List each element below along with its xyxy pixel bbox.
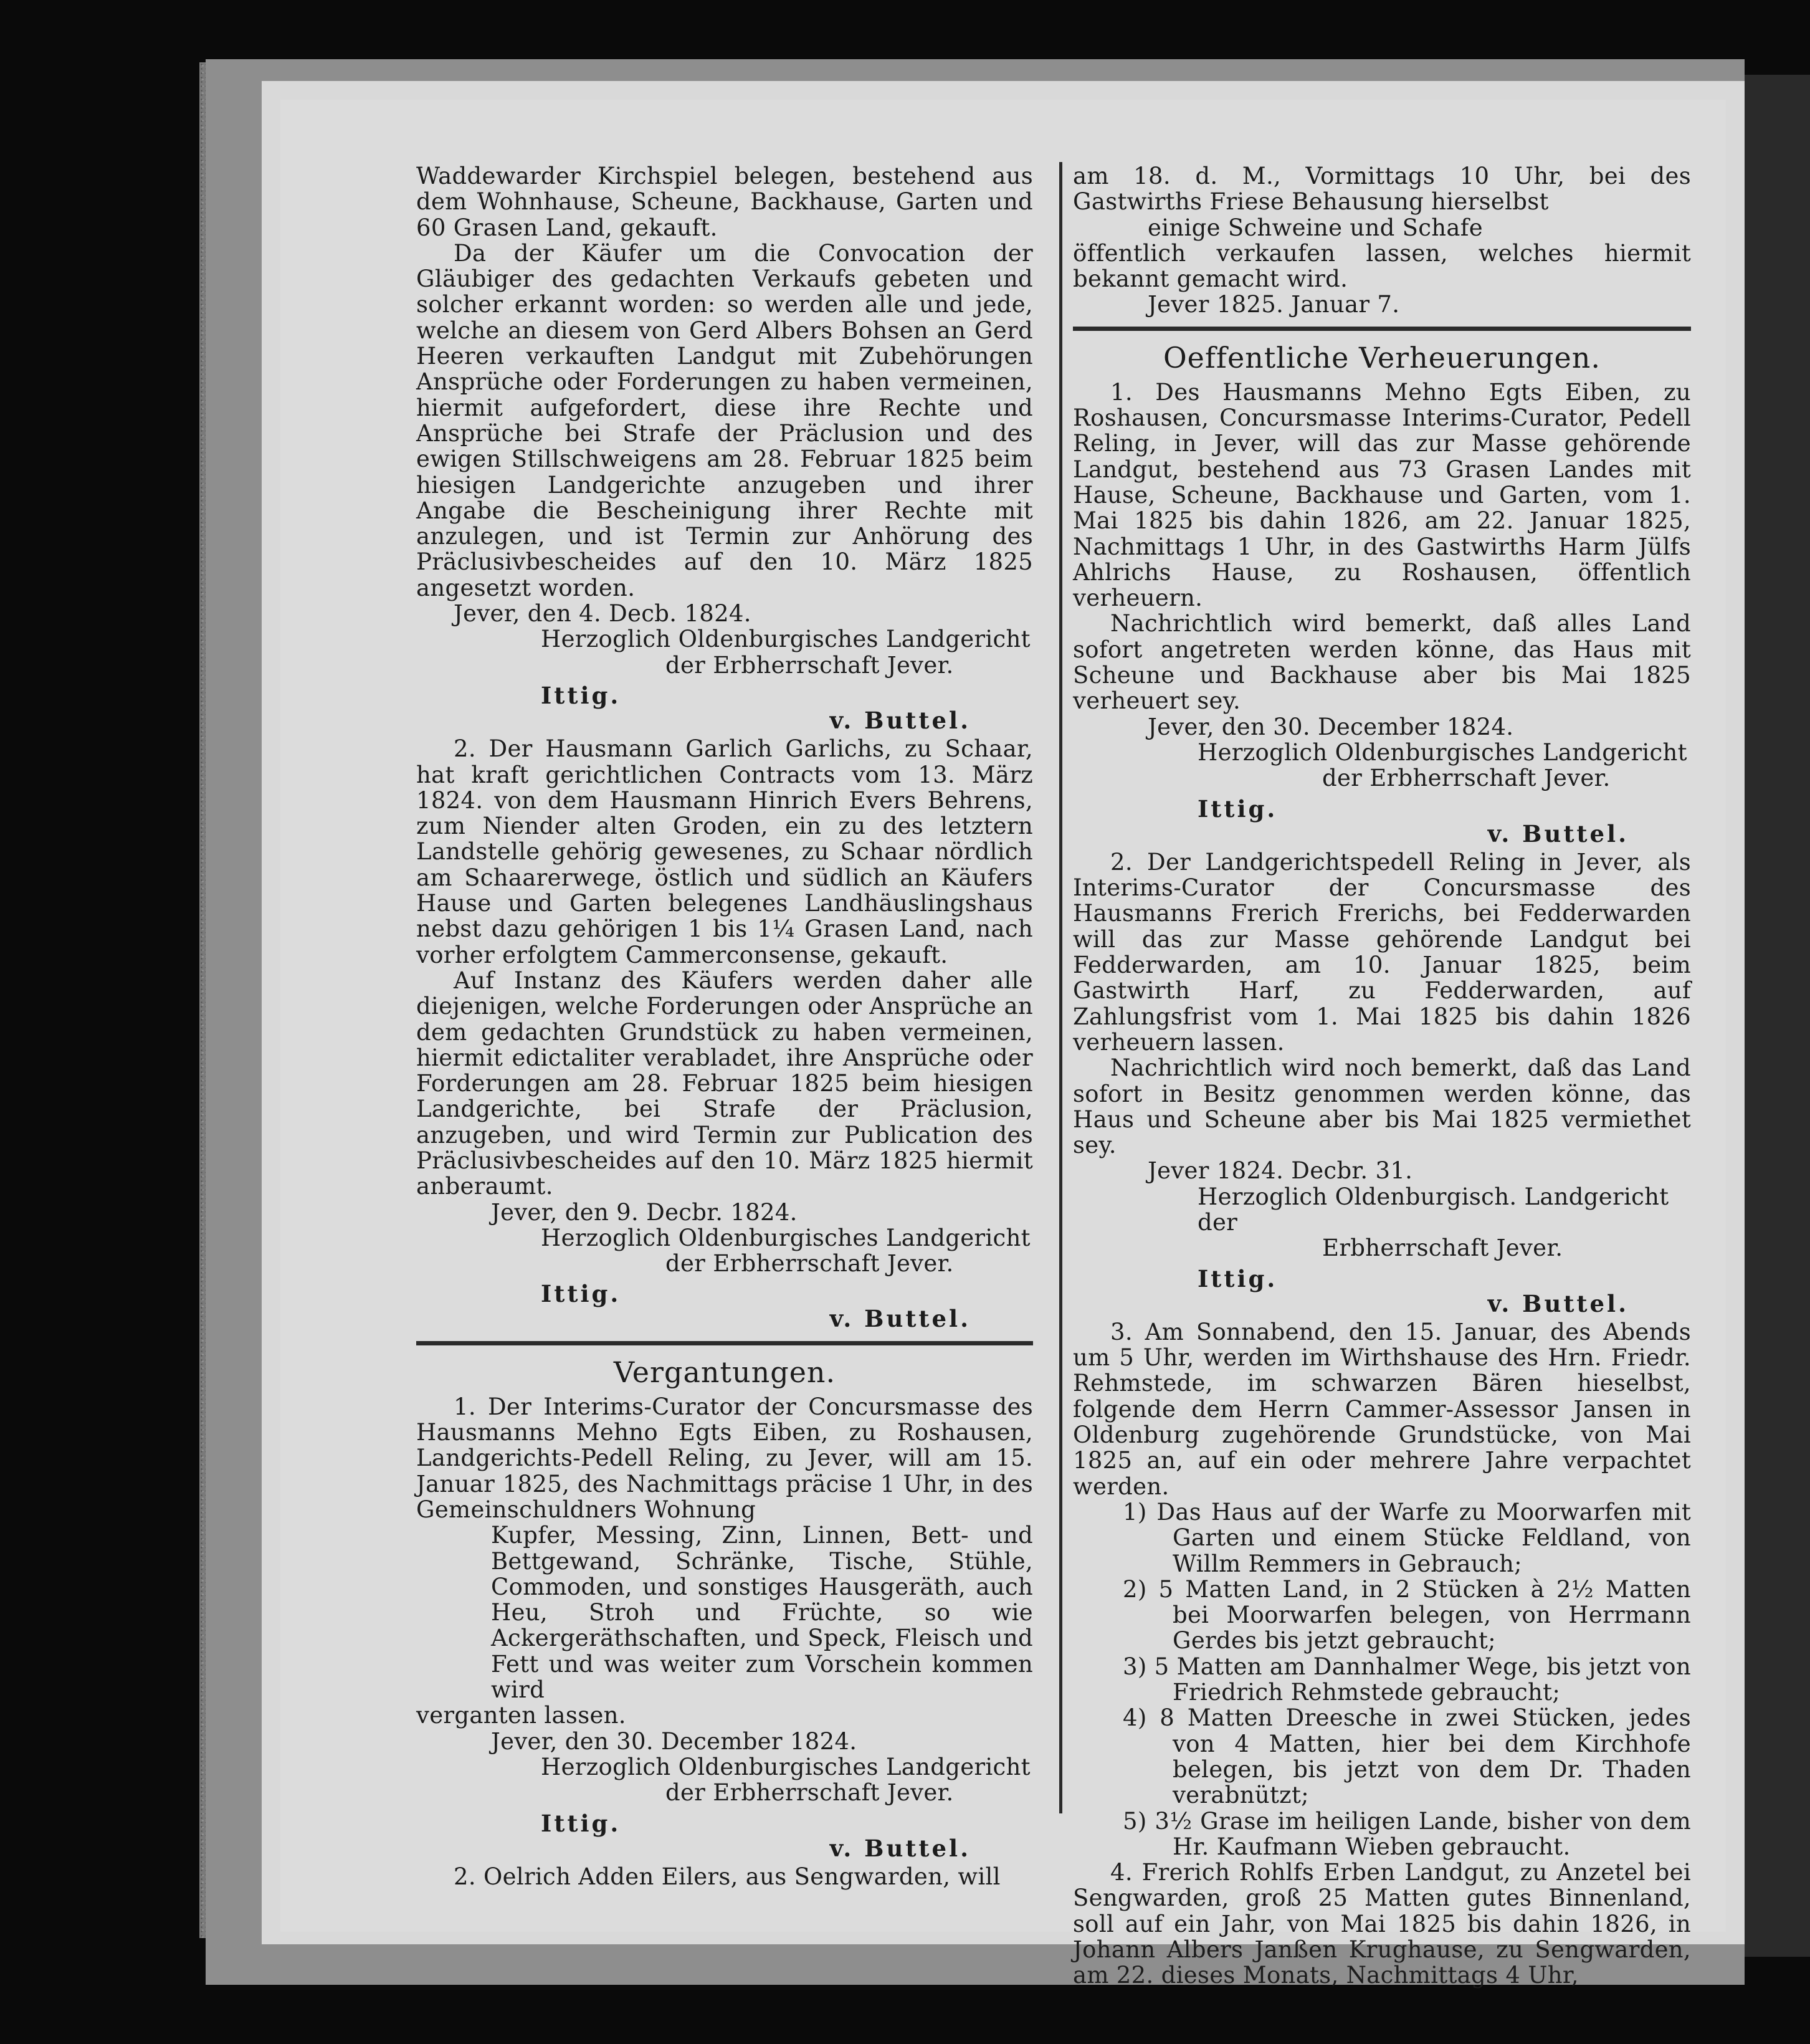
notice-paragraph: Nachrichtlich wird bemerkt, daß alles Land sofort angetreten werden könne, das Haus mit Scheune und Backhause aber bis Mai 1825 verheuert sey. (1073, 610, 1691, 715)
auction-items: Kupfer, Messing, Zinn, Linnen, Bett- und Bettgewand, Schränke, Tische, Stühle, Commoden, und sonstiges Hausgeräth, auch Heu, Stroh und Früchte, so wie Ackergeräthschaften, und Speck, Fleisch und Fett und was weiter zum Vorschein kommen wird (491, 1522, 1033, 1704)
property-list (1073, 1499, 1691, 1860)
court-name-line2: der Erbherrschaft Jever. (665, 1250, 954, 1278)
notice-date: Jever, den 30. December 1824. (491, 1727, 857, 1755)
court-name-line2: Erbherrschaft Jever. (1322, 1235, 1563, 1262)
signature-ittig: Ittig. (1198, 795, 1278, 823)
list-item: 2) 5 Matten Land, in 2 Stücken à 2½ Matten bei Moorwarfen belegen, von Herrmann Gerdes bis jetzt gebraucht; (1123, 1575, 1691, 1655)
notice-paragraph: 1. Des Hausmanns Mehno Egts Eiben, zu Roshausen, Concursmasse Interims-Curator, Pedell Reling, in Jever, will das zur Masse gehörende Landgut, bestehend aus 73 Grasen Landes mit Hause, Scheune, Backhause und Garten, vom 1. Mai 1825 bis dahin 1826, am 22. Januar 1825, Nachmittags 1 Uhr, in des Gastwirths Harm Jülfs Ahlrichs Hause, zu Roshausen, öffentlich verheuern. (1073, 378, 1691, 612)
court-name-line2: der Erbherrschaft Jever. (665, 651, 954, 679)
notice-paragraph: Nachrichtlich wird noch bemerkt, daß das Land sofort in Besitz genommen werden könne, das Haus und Scheune aber bis Mai 1825 vermiethet sey. (1073, 1054, 1691, 1159)
signatures (416, 683, 1033, 733)
notice-paragraph: 2. Der Hausmann Garlich Garlichs, zu Schaar, hat kraft gerichtlichen Contracts vom 13. März 1824. von dem Hausmann Hinrich Evers Behrens, zum Niender alten Groden, ein zu des letztern Landstelle gehörig gewesenes, zu Schaar nördlich am Schaarerwege, östlich und südlich an Käufers Hause und Garten belegenes Landhäuslingshaus nebst dazu gehörigen 1 bis 1¼ Grasen Land, nach vorher erfolgtem Cammerconsense, gekauft. (416, 735, 1033, 968)
list-item: 5) 3½ Grase im heiligen Lande, bisher von dem Hr. Kaufmann Wieben gebraucht. (1123, 1807, 1691, 1860)
signature-ittig: Ittig. (1198, 1264, 1278, 1292)
court-name-line2: der Erbherrschaft Jever. (1322, 765, 1611, 792)
section-rule (1073, 327, 1691, 331)
signature-buttel: v. Buttel. (1487, 1289, 1629, 1317)
signature-buttel: v. Buttel. (829, 1834, 971, 1862)
left-column (416, 163, 1033, 1889)
notice-paragraph: 2. Der Landgerichtspedell Reling in Jever, als Interims-Curator der Concursmasse des Hausmanns Frerich Frerichs, bei Fedderwarden will das zur Masse gehörende Landgut bei Fedderwarden, am 10. Januar 1825, beim Gastwirth Harf, zu Fedderwarden, auf Zahlungsfrist vom 1. Mai 1825 bis dahin 1826 verheuern lassen. (1073, 848, 1691, 1056)
signature-ittig: Ittig. (541, 1809, 621, 1837)
list-item: 1) Das Haus auf der Warfe zu Moorwarfen mit Garten und einem Stücke Feldland, von Willm Remmers in Gebrauch; (1123, 1498, 1691, 1577)
list-item: 3) 5 Matten am Dannhalmer Wege, bis jetzt von Friedrich Rehmstede gebraucht; (1123, 1653, 1691, 1706)
intro-text: Waddewarder Kirchspiel belegen, bestehend aus dem Wohnhause, Scheune, Backhause, Garten und 60 Grasen Land, gekauft. (416, 163, 1033, 241)
facing-page-edge (1745, 75, 1810, 1957)
section-heading: Vergantungen. (613, 1355, 836, 1389)
notice-text: verganten lassen. (416, 1702, 626, 1729)
section-heading: Oeffentliche Verheuerungen. (1163, 340, 1601, 375)
sale-items: einige Schweine und Schafe (1148, 214, 1483, 241)
notice-paragraph: 2. Oelrich Adden Eilers, aus Sengwarden, will (454, 1863, 1001, 1890)
notice-paragraph: 3. Am Sonnabend, den 15. Januar, des Abends um 5 Uhr, werden im Wirthshause des Hrn. Friedr. Rehmstede, im schwarzen Bären hieselbst, folgende dem Herrn Cammer-Assessor Jansen in Oldenburg zugehörende Grundstücke, von Mai 1825 an, auf ein oder mehrere Jahre verpachtet werden. (1073, 1318, 1691, 1500)
signatures (1073, 796, 1691, 847)
notice-date: Jever 1824. Decbr. 31. (1148, 1157, 1413, 1185)
right-column (1073, 163, 1691, 1989)
notice-paragraph: 1. Der Interims-Curator der Concursmasse des Hausmanns Mehno Egts Eiben, zu Roshausen, Landgerichts-Pedell Reling, zu Jever, will am 15. Januar 1825, des Nachmittags präcise 1 Uhr, in des Gemeinschuldners Wohnung (416, 1393, 1033, 1523)
signature-ittig: Ittig. (541, 1280, 621, 1308)
signature-buttel: v. Buttel. (1487, 819, 1629, 848)
signatures (1073, 1266, 1691, 1317)
court-name-line2: der Erbherrschaft Jever. (665, 1779, 954, 1807)
notice-paragraph: Da der Käufer um die Convocation der Gläubiger des gedachten Verkaufs gebeten und solcher erkannt worden: so werden alle und jede, welche an diesem von Gerd Albers Bohsen an Gerd Heeren verkauften Landgut mit Zubehörungen Ansprüche oder Forderungen zu haben vermeinen, hiermit aufgefordert, diese ihre Rechte und Ansprüche bei Strafe der Präclusion und des ewigen Stillschweigens am 28. Februar 1825 beim hiesigen Landgerichte anzugeben und ihrer Angabe die Bescheinigung ihrer Rechte mit anzulegen, und ist Termin zur Anhörung des Präclusivbescheides auf den 10. März 1825 angesetzt worden. (416, 239, 1033, 601)
court-name: Herzoglich Oldenburgisches Landgericht (1198, 738, 1687, 766)
court-name: Herzoglich Oldenburgisches Landgericht (541, 1753, 1031, 1780)
court-name: Herzoglich Oldenburgisches Landgericht (541, 1224, 1031, 1251)
signature-buttel: v. Buttel. (829, 1305, 971, 1333)
notice-text: öffentlich verkaufen lassen, welches hiermit bekannt gemacht wird. (1073, 239, 1691, 293)
column-divider (1059, 162, 1062, 1813)
court-name: Herzoglich Oldenburgisch. Landgericht der (1198, 1183, 1669, 1236)
signature-buttel: v. Buttel. (829, 706, 971, 734)
notice-paragraph: Auf Instanz des Käufers werden daher alle diejenigen, welche Forderungen oder Ansprüche an dem gedachten Grundstück zu haben vermeinen, hiermit edictaliter verabladet, ihre Ansprüche oder Forderungen am 28. Februar 1825 beim hiesigen Landgerichte, bei Strafe der Präclusion, anzugeben, und wird Termin zur Publication des Präclusivbescheides auf den 10. März 1825 hiermit anberaumt. (416, 967, 1033, 1200)
notice-date: Jever, den 30. December 1824. (1148, 713, 1514, 740)
signature-ittig: Ittig. (541, 681, 621, 709)
notice-date: Jever 1825. Januar 7. (1148, 291, 1400, 318)
section-rule (416, 1341, 1033, 1345)
notice-text: am 18. d. M., Vormittags 10 Uhr, bei des Gastwirths Friese Behausung hierselbst (1073, 163, 1691, 216)
signatures (416, 1281, 1033, 1332)
notice-date: Jever, den 4. Decb. 1824. (454, 600, 751, 628)
notice-paragraph: 4. Frerich Rohlfs Erben Landgut, zu Anzetel bei Sengwarden, groß 25 Matten gutes Binnenland, soll auf ein Jahr, von Mai 1825 bis dahin 1826, in Johann Albers Janßen Krughause, zu Sengwarden, am 22. dieses Monats, Nachmittags 4 Uhr, (1073, 1859, 1691, 1989)
list-item: 4) 8 Matten Dreesche in zwei Stücken, jedes von 4 Matten, hier bei dem Kirchhofe belegen, bis jetzt von dem Dr. Thaden verabnützt; (1123, 1704, 1691, 1809)
notice-date: Jever, den 9. Decbr. 1824. (491, 1198, 798, 1226)
court-name: Herzoglich Oldenburgisches Landgericht (541, 626, 1031, 653)
signatures (416, 1811, 1033, 1861)
